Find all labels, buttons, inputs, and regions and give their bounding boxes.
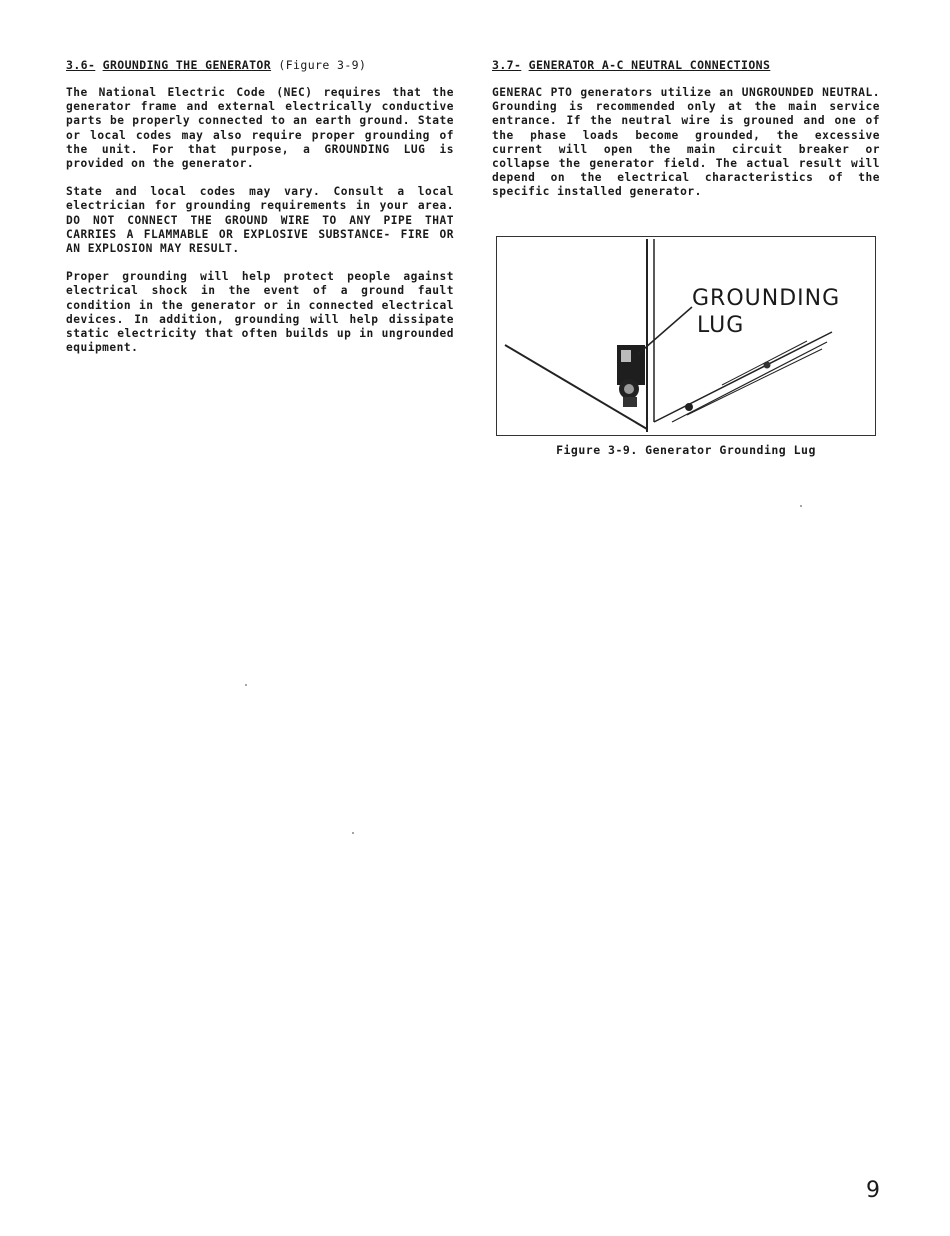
paragraph-protection: Proper grounding will help protect people against electrical shock in the event of a ground fault condition in the generator or in connected electrical devices. In addition, grounding will help dissipate static electricity that often builds up in ungrounded equipment.	[66, 270, 454, 355]
section-3-7	[492, 58, 880, 214]
scan-speck	[245, 684, 247, 686]
figure-label-line2: LUG	[697, 313, 745, 338]
scan-speck	[352, 832, 354, 834]
heading-number: 3.6-	[66, 58, 96, 72]
page-number: 9	[866, 1178, 880, 1203]
figure-caption: Figure 3-9. Generator Grounding Lug	[556, 443, 816, 457]
figure-grounding-lug	[496, 236, 876, 436]
heading-title: GENERATOR A-C NEUTRAL CONNECTIONS	[528, 58, 771, 72]
heading-figure-ref: (Figure 3-9)	[278, 58, 367, 72]
figure-label-line1: GROUNDING	[692, 286, 841, 311]
scan-speck	[800, 505, 802, 507]
paragraph-nec: The National Electric Code (NEC) requires that the generator frame and external electrically conductive parts be properly connected to an earth ground. State or local codes may also require proper grounding of the unit. For that purpose, a GROUNDING LUG is provided on the generator.	[66, 86, 454, 171]
section-heading	[66, 58, 454, 72]
section-3-6	[66, 58, 454, 369]
heading-number: 3.7-	[492, 58, 522, 72]
generator-illustration	[497, 237, 874, 434]
heading-title: GROUNDING THE GENERATOR	[102, 58, 272, 72]
paragraph-neutral: GENERAC PTO generators utilize an UNGROUNDED NEUTRAL. Grounding is recommended only at the main service entrance. If the neutral wire is grouned and one of the phase loads become grounded, the excessive current will open the main circuit breaker or collapse the generator field. The actual result will depend on the electrical characteristics of the specific installed generator.	[492, 86, 880, 199]
paragraph-local-codes: State and local codes may vary. Consult a local electrician for grounding requirements in your area. DO NOT CONNECT THE GROUND WIRE TO ANY PIPE THAT CARRIES A FLAMMABLE OR EXPLOSIVE SUBSTANCE- FIRE OR AN EXPLOSION MAY RESULT.	[66, 185, 454, 256]
section-heading	[492, 58, 880, 72]
